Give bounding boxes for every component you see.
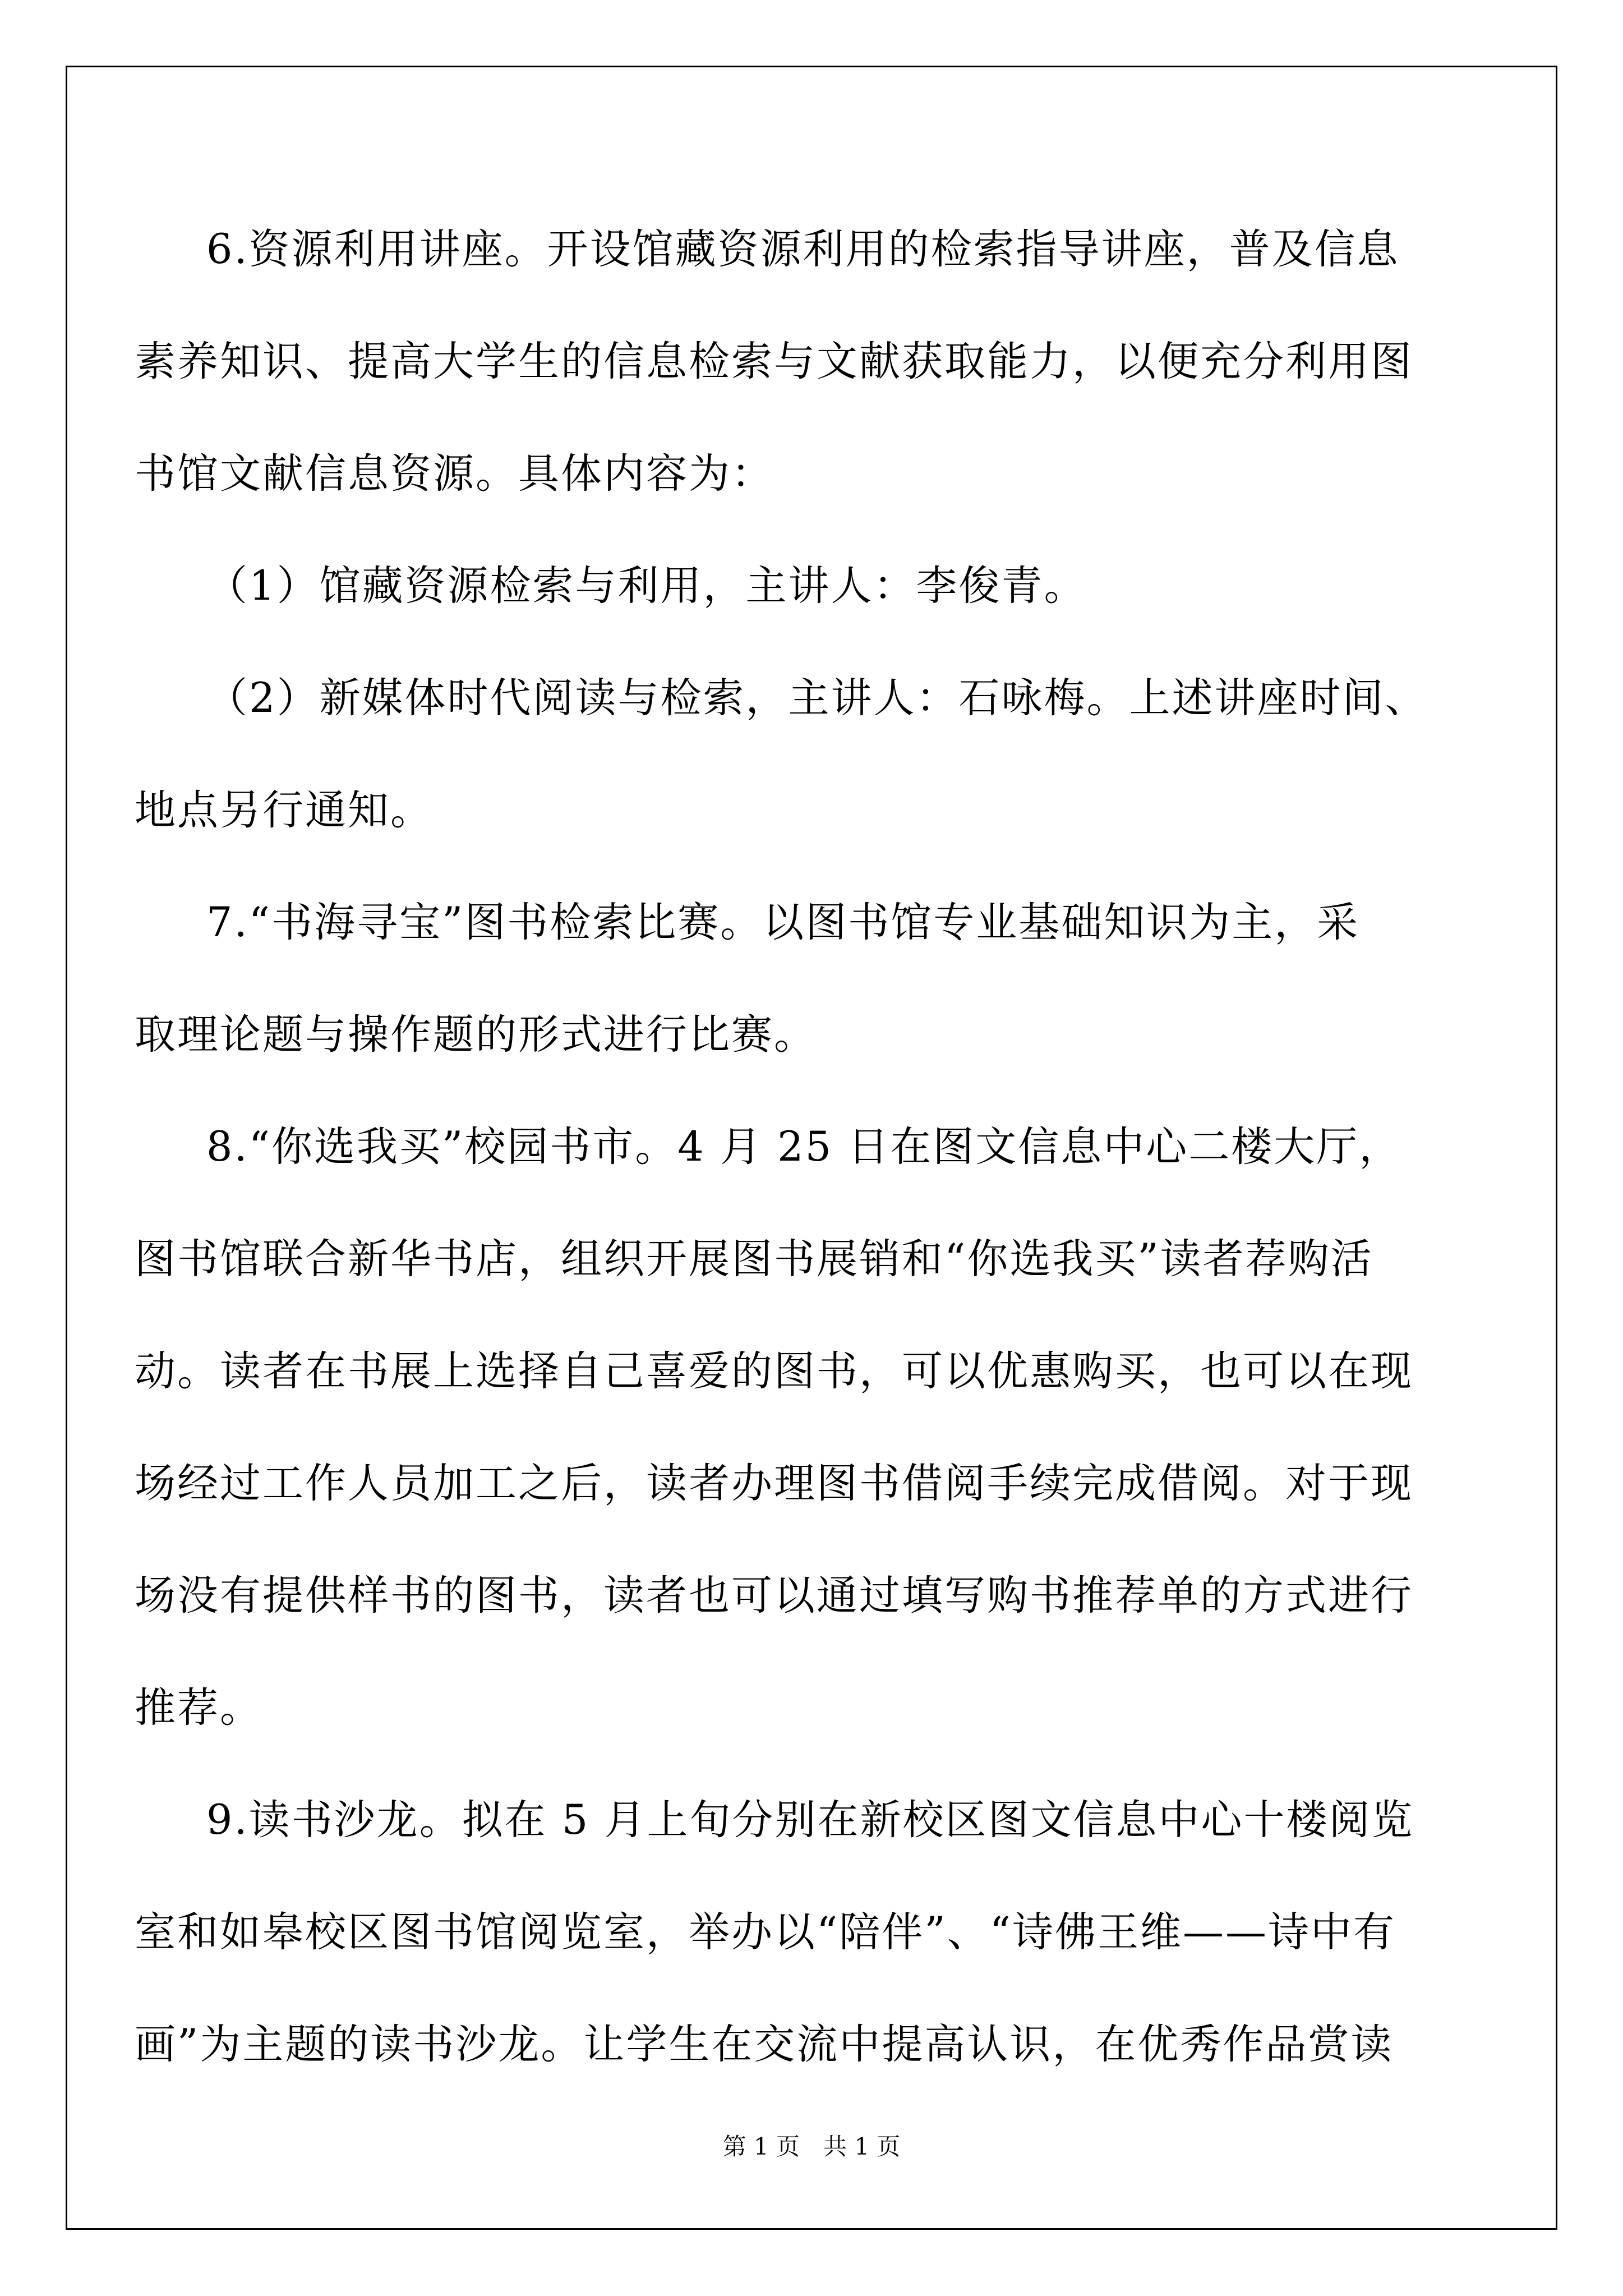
text-line: 地点另行通知。: [135, 786, 433, 834]
page-number: 第 1 页 共 1 页: [722, 2133, 901, 2160]
text-line: 动。读者在书展上选择自己喜爱的图书，可以优惠购买，也可以在现: [135, 1347, 1413, 1395]
text-line: （2）新媒体时代阅读与检索，主讲人：石咏梅。上述讲座时间、: [206, 674, 1428, 722]
text-line: 书馆文献信息资源。具体内容为：: [135, 450, 774, 498]
text-line: 画”为主题的读书沙龙。让学生在交流中提高认识，在优秀作品赏读: [135, 2021, 1394, 2068]
text-line: 7.“书海寻宝”图书检索比赛。以图书馆专业基础知识为主，采: [206, 899, 1360, 946]
text-line: （1）馆藏资源检索与利用，主讲人：李俊青。: [206, 562, 1087, 610]
text-line: 场没有提供样书的图书，读者也可以通过填写购书推荐单的方式进行: [135, 1572, 1413, 1619]
text-line: 推荐。: [135, 1684, 262, 1732]
text-line: 6.资源利用讲座。开设馆藏资源利用的检索指导讲座，普及信息: [206, 226, 1400, 273]
text-line: 图书馆联合新华书店，组织开展图书展销和“你选我买”读者荐购活: [135, 1235, 1373, 1283]
text-line: 场经过工作人员加工之后，读者办理图书借阅手续完成借阅。对于现: [135, 1460, 1413, 1507]
text-line: 8.“你选我买”校园书市。4 月 25 日在图文信息中心二楼大厅，: [206, 1123, 1402, 1171]
text-line: 素养知识、提高大学生的信息检索与文献获取能力，以便充分利用图: [135, 338, 1413, 385]
text-line: 取理论题与操作题的形式进行比赛。: [135, 1011, 817, 1059]
text-line: 室和如皋校区图书馆阅览室，举办以“陪伴”、“诗佛王维——诗中有: [135, 1908, 1396, 1956]
text-line: 9.读书沙龙。拟在 5 月上旬分别在新校区图文信息中心十楼阅览: [206, 1796, 1414, 1844]
